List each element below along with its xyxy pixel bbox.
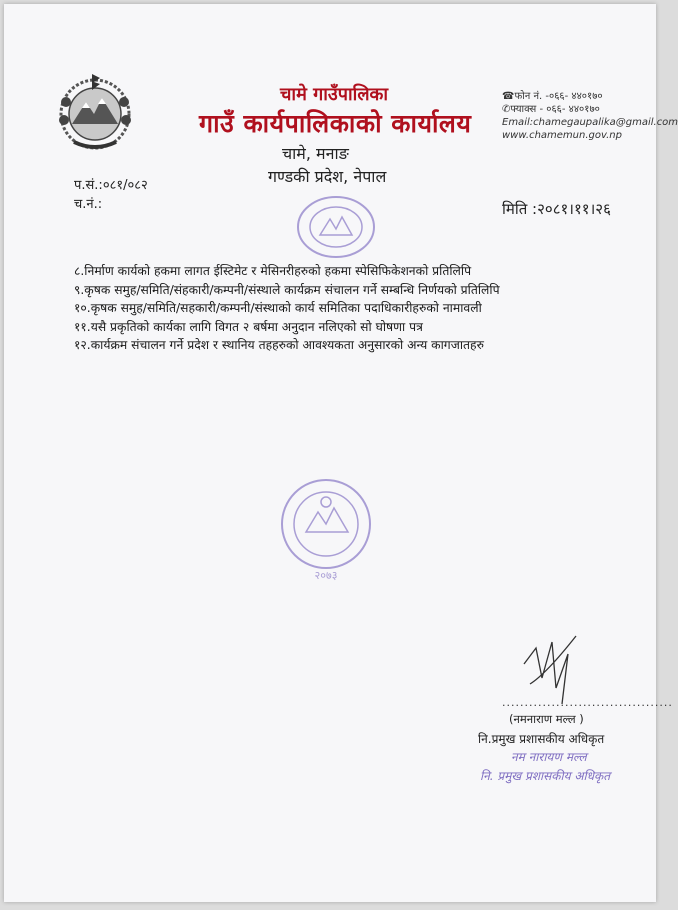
- dispatch-number: च.नं.:: [74, 197, 103, 212]
- nepal-emblem-icon: [52, 68, 138, 154]
- letter-date: मिति :२०८१।११।२६: [502, 200, 611, 218]
- signature-line: ......................................: [502, 696, 673, 709]
- signatory-title: नि.प्रमुख प्रशासकीय अधिकृत: [478, 732, 605, 746]
- office-stamp-icon: [290, 187, 382, 265]
- list-item: ८.निर्माण कार्यको हकमा लागत ईस्टिमेट र मेसिनरीहरुको हकमा स्पेसिफिकेशनको प्रतिलिपि: [74, 264, 472, 278]
- document-list: [74, 262, 500, 355]
- phone-number: ☎फोन नं. -०६६- ४४०१७०: [502, 91, 603, 102]
- fax-number: ✆फ्याक्स - ०६६- ४४०१७०: [502, 104, 600, 115]
- reference-block: [74, 176, 148, 214]
- signatory-name: (नमनाराण मल्ल ): [509, 712, 584, 726]
- list-item: ११.यसै प्रकृतिको कार्यका लागि विगत २ बर्षमा अनुदान नलिएको सो घोषणा पत्र: [74, 319, 423, 334]
- contact-block: [502, 90, 678, 142]
- office-name: चामे गाउँपालिका: [280, 84, 389, 105]
- address-line-2: गण्डकी प्रदेश, नेपाल: [268, 167, 387, 186]
- seal-title-stamp: नि. प्रमुख प्रशासकीय अधिकृत: [480, 769, 611, 783]
- list-item: ९.कृषक समुह/समिति/संहकारी/कम्पनी/संस्थाले कार्यक्रम संचालन गर्ने सम्बन्धि निर्णयको प्रतिलिपि: [74, 282, 500, 297]
- seal-name-stamp: नम नारायण मल्ल: [511, 750, 587, 764]
- website-url: www.chamemun.gov.np: [502, 130, 622, 141]
- address-line-1: चामे, मनाङ: [282, 144, 349, 163]
- list-item: १०.कृषक समुह/समिति/सहकारी/कम्पनी/संस्थाको कार्य समितिका पदाधिकारीहरुको नामावली: [74, 301, 482, 315]
- email-address: Email:chamegaupalika@gmail.com: [502, 117, 678, 128]
- letter-number: प.सं.:०८१/०८२: [74, 178, 148, 193]
- letter-sheet: [4, 4, 678, 902]
- office-seal-icon: [270, 472, 382, 584]
- office-title: गाउँ कार्यपालिकाको कार्यालय: [199, 109, 472, 138]
- list-item: १२.कार्यक्रम संचालन गर्ने प्रदेश र स्थानिय तहहरुको आवश्यकता अनुसारको अन्य कागजातहरु: [74, 338, 484, 352]
- seal-year: २०७३: [314, 569, 338, 582]
